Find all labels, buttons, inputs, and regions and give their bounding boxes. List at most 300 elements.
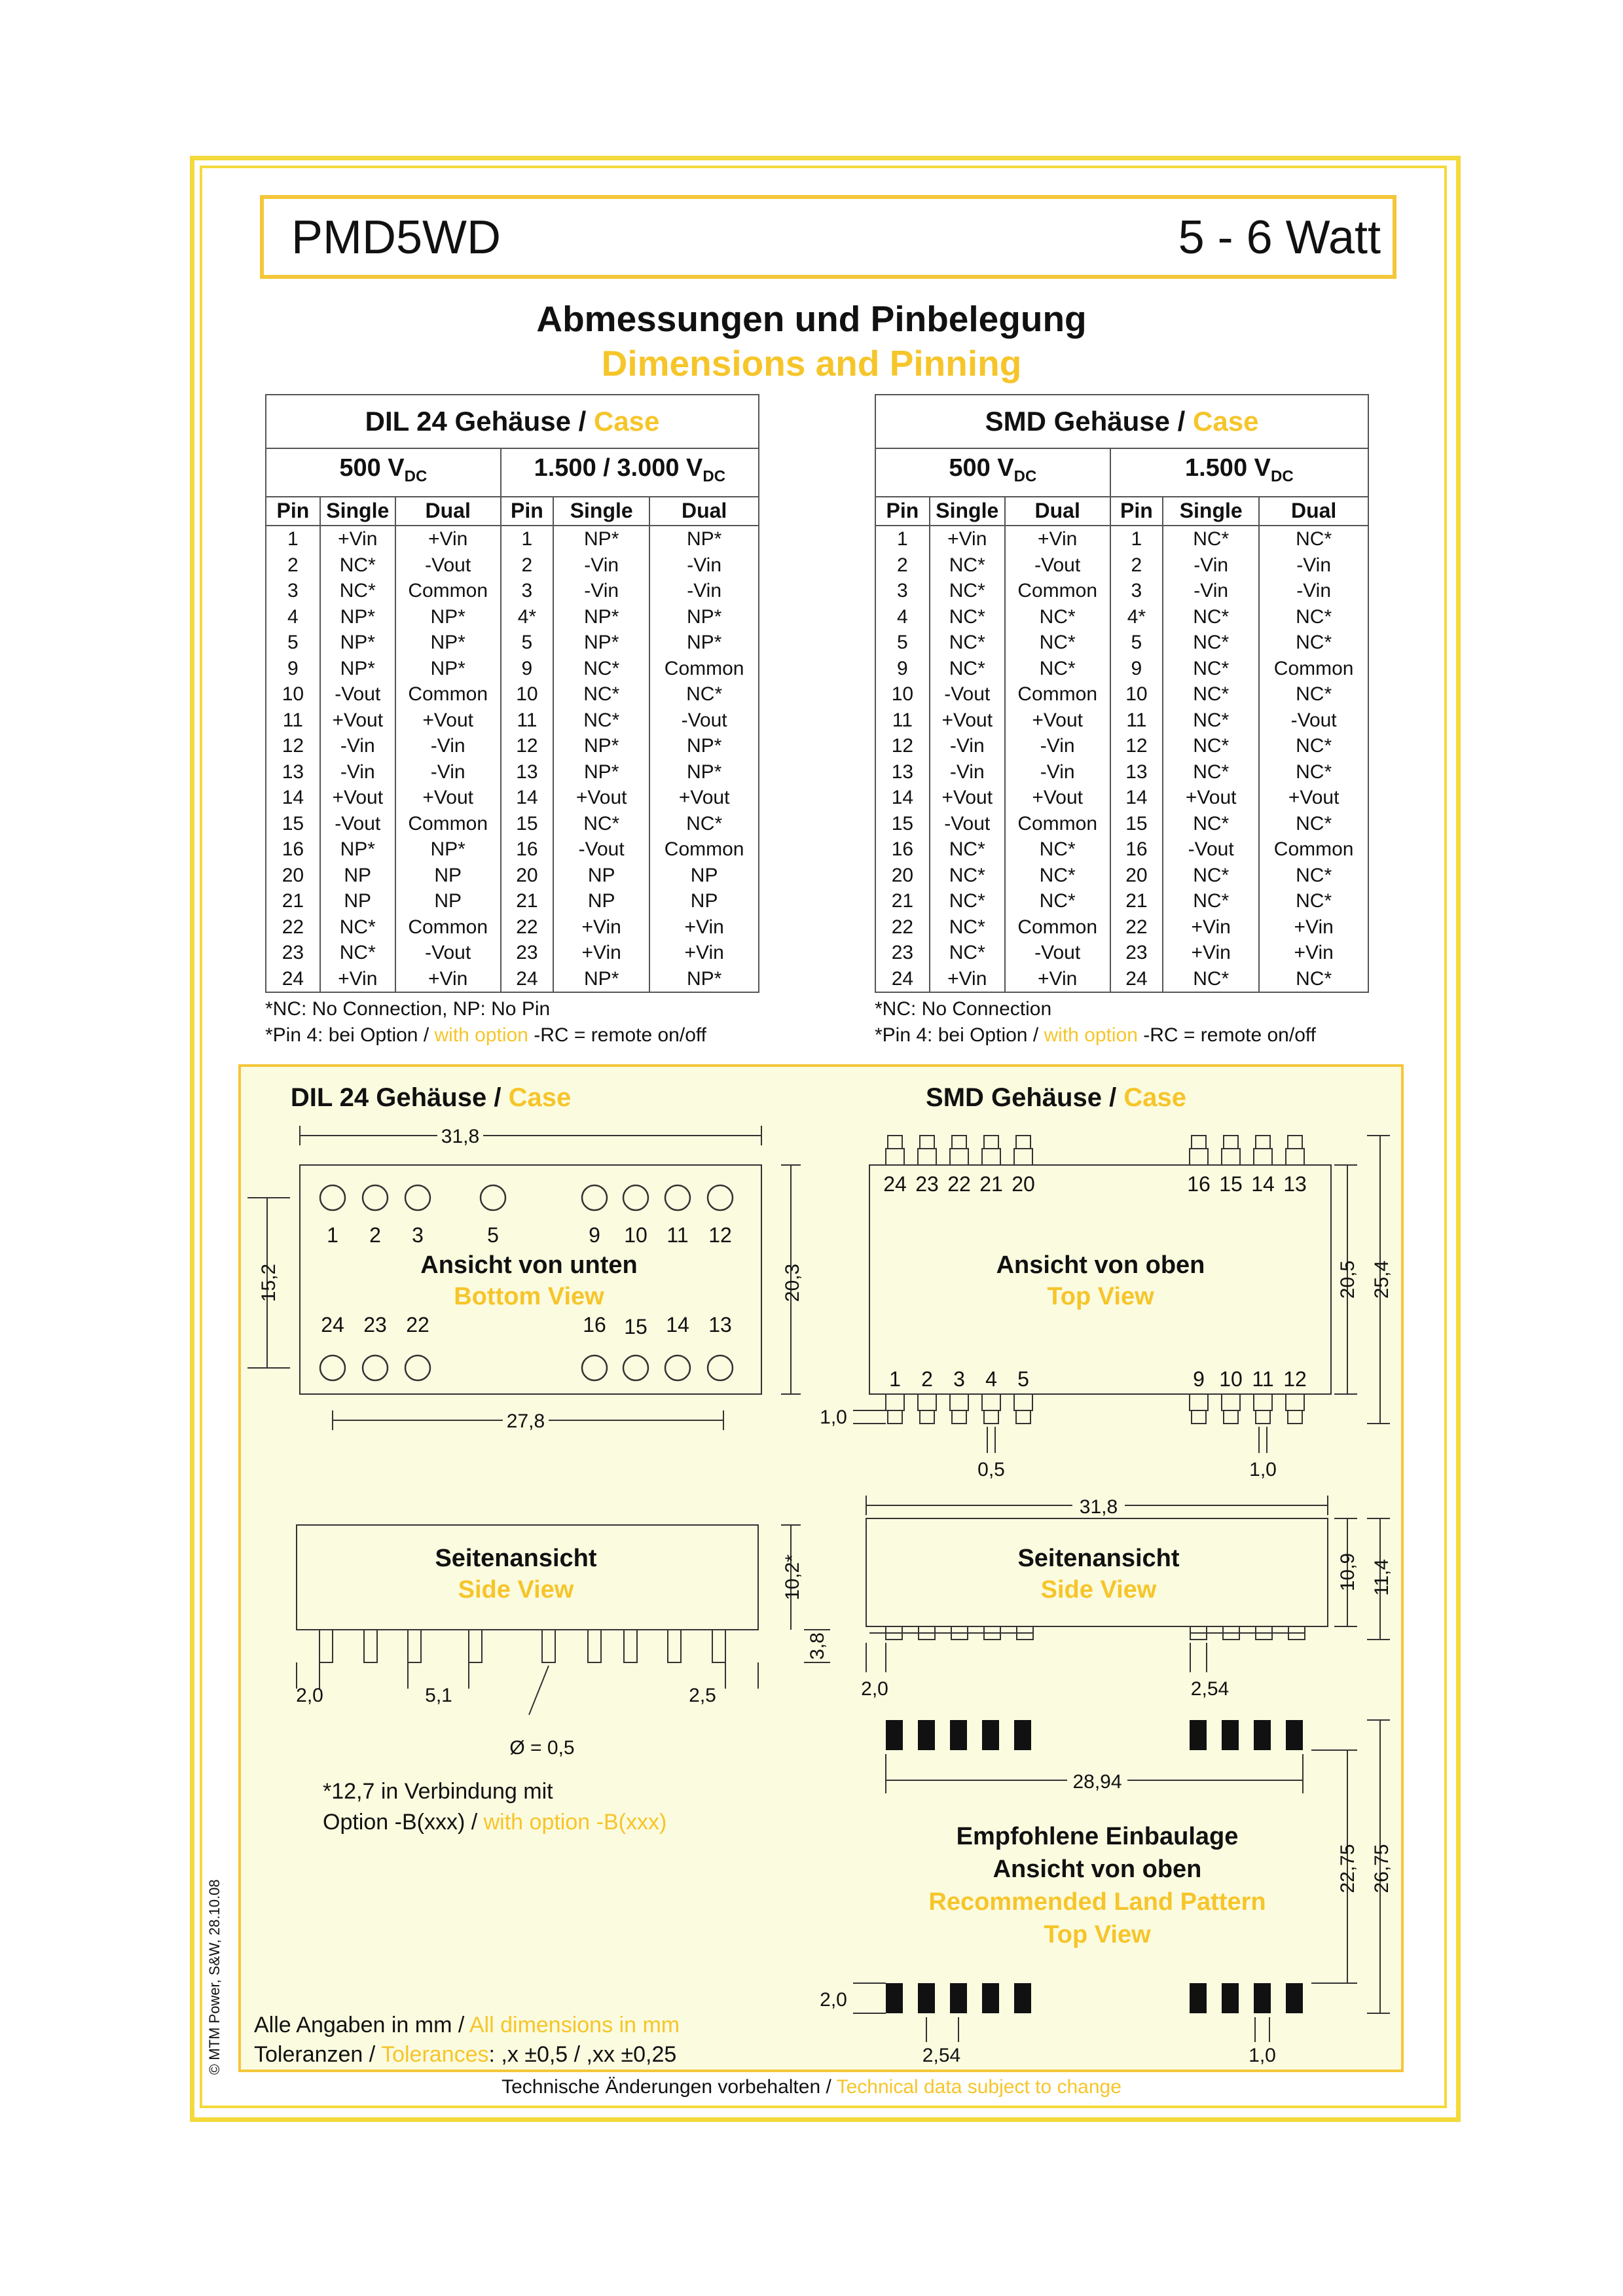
table-cell: -Vout bbox=[930, 811, 1005, 837]
table-row bbox=[875, 888, 1368, 914]
table-cell: Common bbox=[1259, 656, 1368, 682]
column-header: Pin bbox=[1110, 497, 1163, 526]
table-cell: -Vin bbox=[649, 578, 759, 604]
dil-side-height-dim: 10,2* bbox=[782, 1554, 803, 1601]
table-cell: 9 bbox=[501, 656, 553, 682]
table-cell: NC* bbox=[649, 681, 759, 708]
dil-pin-label: 16 bbox=[583, 1313, 606, 1336]
table-row bbox=[266, 863, 759, 889]
tolerance-note: Toleranzen / Tolerances: ,x ±0,5 / ,xx ±0,25 bbox=[254, 2042, 677, 2067]
table-cell: +Vout bbox=[1005, 785, 1110, 811]
table-cell: -Vin bbox=[320, 733, 395, 759]
table-cell: 13 bbox=[266, 759, 320, 785]
smd-side-view-en: Side View bbox=[1040, 1576, 1157, 1604]
table-cell: 20 bbox=[1110, 863, 1163, 889]
table-cell: +Vout bbox=[395, 708, 501, 734]
table-cell: NC* bbox=[1163, 863, 1259, 889]
smd-pin-gap-dim: 1,0 bbox=[820, 1407, 847, 1428]
table-row bbox=[875, 940, 1368, 966]
table-cell: -Vout bbox=[1259, 708, 1368, 734]
table-cell: NC* bbox=[1005, 836, 1110, 863]
column-header: Single bbox=[320, 497, 395, 526]
table-cell: NC* bbox=[1005, 888, 1110, 914]
dil-side-view-de: Seitenansicht bbox=[435, 1545, 597, 1572]
table-cell: NP bbox=[320, 888, 395, 914]
table-cell: -Vin bbox=[395, 733, 501, 759]
table-cell: 1 bbox=[501, 526, 553, 552]
table-cell: -Vout bbox=[1163, 836, 1259, 863]
dil-pin-label: 23 bbox=[363, 1313, 387, 1336]
table-cell: NP* bbox=[553, 526, 649, 552]
table-cell: +Vin bbox=[395, 966, 501, 993]
table-cell: NC* bbox=[930, 940, 1005, 966]
smd-pin-label: 11 bbox=[1252, 1367, 1274, 1391]
table-cell: 14 bbox=[501, 785, 553, 811]
smd-top-view bbox=[820, 1136, 1393, 1480]
table-cell: 10 bbox=[501, 681, 553, 708]
table-cell: -Vin bbox=[1259, 578, 1368, 604]
table-cell: +Vout bbox=[553, 785, 649, 811]
table-cell: 20 bbox=[266, 863, 320, 889]
column-header: Single bbox=[1163, 497, 1259, 526]
table-cell: NC* bbox=[1259, 863, 1368, 889]
table-cell: -Vin bbox=[1005, 759, 1110, 785]
table-cell: NC* bbox=[320, 914, 395, 941]
smd-height-outer-dim: 25,4 bbox=[1371, 1260, 1393, 1299]
smd-pin-width-dim: 0,5 bbox=[977, 1459, 1005, 1480]
table-row bbox=[875, 526, 1368, 552]
table-cell: NP* bbox=[553, 733, 649, 759]
table-cell: NC* bbox=[1163, 733, 1259, 759]
table-row bbox=[875, 966, 1368, 993]
table-cell: +Vout bbox=[320, 708, 395, 734]
table-cell: NC* bbox=[1005, 863, 1110, 889]
table-cell: NC* bbox=[553, 708, 649, 734]
dil-pin-label: 15 bbox=[624, 1315, 647, 1338]
smd-pin-label: 23 bbox=[915, 1172, 939, 1196]
table-cell: 23 bbox=[1110, 940, 1163, 966]
table-cell: Common bbox=[1005, 914, 1110, 941]
table-cell: 20 bbox=[875, 863, 930, 889]
dil-side-left-dim: 2,0 bbox=[296, 1685, 323, 1706]
land-pad-dim: 2,0 bbox=[820, 1989, 847, 2011]
table-cell: 1 bbox=[266, 526, 320, 552]
datasheet-header bbox=[260, 195, 1396, 279]
smd-note-1: *NC: No Connection bbox=[875, 998, 1052, 1020]
column-header: Pin bbox=[501, 497, 553, 526]
table-cell: NP bbox=[553, 863, 649, 889]
table-cell: +Vin bbox=[553, 914, 649, 941]
dil-pinspan-dim: 15,2 bbox=[258, 1263, 280, 1302]
table-cell: Common bbox=[395, 811, 501, 837]
table-cell: NP* bbox=[553, 604, 649, 630]
smd-table-title: SMD Gehäuse / Case bbox=[875, 395, 1368, 448]
table-cell: 5 bbox=[501, 630, 553, 656]
smd-note-2: *Pin 4: bei Option / with option -RC = remote on/off bbox=[875, 1024, 1317, 1046]
smd-group-1500: 1.500 $V_{DC}$ bbox=[1110, 448, 1368, 497]
table-cell: 9 bbox=[1110, 656, 1163, 682]
table-cell: +Vin bbox=[1259, 914, 1368, 941]
table-cell: 23 bbox=[266, 940, 320, 966]
table-cell: NP* bbox=[649, 759, 759, 785]
table-cell: NC* bbox=[1163, 656, 1259, 682]
table-cell: NP* bbox=[320, 630, 395, 656]
table-cell: NC* bbox=[1005, 656, 1110, 682]
table-cell: +Vin bbox=[1005, 526, 1110, 552]
table-row bbox=[266, 681, 759, 708]
units-note: Alle Angaben in mm / All dimensions in mm bbox=[254, 2013, 680, 2037]
table-cell: 11 bbox=[501, 708, 553, 734]
table-cell: NC* bbox=[553, 656, 649, 682]
dil-pin-label: 14 bbox=[666, 1313, 689, 1336]
table-cell: +Vin bbox=[930, 526, 1005, 552]
table-cell: Common bbox=[395, 578, 501, 604]
table-cell: -Vin bbox=[395, 759, 501, 785]
table-cell: 10 bbox=[266, 681, 320, 708]
dil-bottom-view-en: Bottom View bbox=[454, 1283, 604, 1310]
table-row bbox=[875, 708, 1368, 734]
table-cell: +Vin bbox=[320, 526, 395, 552]
table-cell: +Vout bbox=[1259, 785, 1368, 811]
table-row bbox=[266, 552, 759, 579]
table-cell: -Vin bbox=[930, 733, 1005, 759]
table-cell: 1 bbox=[875, 526, 930, 552]
table-cell: NC* bbox=[649, 811, 759, 837]
section-title-de: Abmessungen und Pinbelegung bbox=[536, 298, 1087, 339]
table-cell: 20 bbox=[501, 863, 553, 889]
table-cell: +Vin bbox=[1005, 966, 1110, 993]
table-cell: NC* bbox=[1259, 604, 1368, 630]
table-cell: NC* bbox=[1163, 526, 1259, 552]
table-cell: 15 bbox=[501, 811, 553, 837]
table-cell: +Vin bbox=[1163, 914, 1259, 941]
column-header: Single bbox=[930, 497, 1005, 526]
table-cell: NC* bbox=[320, 578, 395, 604]
table-cell: 11 bbox=[266, 708, 320, 734]
smd-pin-label: 24 bbox=[883, 1172, 907, 1196]
table-cell: NP* bbox=[553, 759, 649, 785]
table-row bbox=[266, 656, 759, 682]
table-cell: Common bbox=[395, 914, 501, 941]
table-cell: NP* bbox=[649, 733, 759, 759]
smd-pin-label: 4 bbox=[985, 1367, 997, 1391]
table-cell: NC* bbox=[320, 940, 395, 966]
table-cell: NC* bbox=[930, 888, 1005, 914]
table-row bbox=[266, 759, 759, 785]
table-cell: -Vin bbox=[1163, 552, 1259, 579]
dil-side-right-dim: 2,5 bbox=[689, 1685, 716, 1706]
table-cell: NP* bbox=[320, 604, 395, 630]
smd-pin-label: 21 bbox=[979, 1172, 1003, 1196]
table-row bbox=[266, 785, 759, 811]
table-cell: 4 bbox=[266, 604, 320, 630]
smd-pin-label: 10 bbox=[1219, 1367, 1243, 1391]
table-cell: +Vout bbox=[320, 785, 395, 811]
smd-pin-label: 1 bbox=[889, 1367, 901, 1391]
dil-rowspan-dim: 27,8 bbox=[506, 1410, 545, 1432]
table-cell: 24 bbox=[501, 966, 553, 993]
section-title-en: Dimensions and Pinning bbox=[601, 343, 1022, 384]
table-cell: NP* bbox=[395, 630, 501, 656]
table-cell: +Vout bbox=[1005, 708, 1110, 734]
table-cell: NC* bbox=[1259, 759, 1368, 785]
table-cell: -Vout bbox=[1005, 552, 1110, 579]
dil-pin-label: 9 bbox=[589, 1223, 600, 1247]
table-cell: Common bbox=[1005, 681, 1110, 708]
dil-width-dim: 31,8 bbox=[441, 1126, 480, 1147]
table-cell: NP bbox=[395, 863, 501, 889]
drawing-canvas bbox=[241, 1067, 1401, 2070]
table-cell: 4* bbox=[501, 604, 553, 630]
table-row bbox=[875, 604, 1368, 630]
table-cell: NC* bbox=[1259, 526, 1368, 552]
dil-pin-label: 11 bbox=[666, 1223, 689, 1247]
column-header: Single bbox=[553, 497, 649, 526]
model-name: PMD5WD bbox=[291, 211, 501, 264]
smd-pin-label: 20 bbox=[1012, 1172, 1035, 1196]
table-cell: 15 bbox=[875, 811, 930, 837]
table-cell: NC* bbox=[930, 836, 1005, 863]
smd-side-view bbox=[861, 1494, 1393, 1700]
table-cell: NP bbox=[553, 888, 649, 914]
table-cell: 10 bbox=[875, 681, 930, 708]
land-title-de-1: Empfohlene Einbaulage bbox=[956, 1823, 1239, 1850]
table-cell: NC* bbox=[1163, 759, 1259, 785]
table-cell: Common bbox=[395, 681, 501, 708]
table-row bbox=[875, 733, 1368, 759]
table-cell: 5 bbox=[266, 630, 320, 656]
table-cell: 12 bbox=[875, 733, 930, 759]
smd-pin-label: 15 bbox=[1219, 1172, 1243, 1196]
table-cell: +Vin bbox=[649, 914, 759, 941]
table-cell: NC* bbox=[930, 552, 1005, 579]
dil-table-header bbox=[266, 497, 759, 526]
smd-side-view-de: Seitenansicht bbox=[1017, 1545, 1180, 1572]
dil-pin-diameter: Ø = 0,5 bbox=[509, 1737, 575, 1759]
smd-height-inner-dim: 20,5 bbox=[1337, 1260, 1359, 1299]
table-row bbox=[875, 759, 1368, 785]
table-cell: -Vin bbox=[320, 759, 395, 785]
table-cell: 23 bbox=[501, 940, 553, 966]
table-cell: 9 bbox=[875, 656, 930, 682]
table-cell: 2 bbox=[1110, 552, 1163, 579]
table-cell: -Vin bbox=[553, 578, 649, 604]
table-cell: -Vout bbox=[395, 940, 501, 966]
table-row bbox=[266, 940, 759, 966]
table-cell: NC* bbox=[1163, 708, 1259, 734]
table-cell: NP* bbox=[320, 836, 395, 863]
smd-pin-label: 16 bbox=[1187, 1172, 1211, 1196]
table-row bbox=[266, 526, 759, 552]
smd-side-height-inner-dim: 10,9 bbox=[1337, 1552, 1359, 1592]
table-cell: -Vout bbox=[553, 836, 649, 863]
smd-table-header bbox=[875, 497, 1368, 526]
table-cell: 22 bbox=[1110, 914, 1163, 941]
dil-height-dim: 20,3 bbox=[782, 1263, 803, 1302]
dil-pin-label: 22 bbox=[406, 1313, 429, 1336]
dil-pin-label: 5 bbox=[487, 1223, 499, 1247]
table-cell: 2 bbox=[501, 552, 553, 579]
land-span-dim: 28,94 bbox=[1072, 1771, 1122, 1793]
smd-pin-label: 14 bbox=[1251, 1172, 1275, 1196]
table-cell: 4 bbox=[875, 604, 930, 630]
table-cell: NP* bbox=[395, 836, 501, 863]
table-cell: -Vout bbox=[1005, 940, 1110, 966]
smd-pin-label: 2 bbox=[921, 1367, 933, 1391]
table-cell: 12 bbox=[501, 733, 553, 759]
dil-pin-label: 13 bbox=[708, 1313, 732, 1336]
smd-pin-pitch-dim: 1,0 bbox=[1249, 1459, 1277, 1480]
smd-group-500: 500 $V_{DC}$ bbox=[875, 448, 1110, 497]
dil-pin-label: 10 bbox=[624, 1223, 647, 1247]
dil-side-view-en: Side View bbox=[458, 1576, 574, 1604]
table-cell: NP* bbox=[649, 604, 759, 630]
table-cell: -Vin bbox=[1163, 578, 1259, 604]
table-row bbox=[266, 966, 759, 993]
table-cell: 3 bbox=[1110, 578, 1163, 604]
table-cell: NC* bbox=[1259, 966, 1368, 993]
table-cell: NC* bbox=[930, 863, 1005, 889]
table-cell: NC* bbox=[930, 604, 1005, 630]
table-cell: NC* bbox=[1259, 811, 1368, 837]
table-cell: NP bbox=[395, 888, 501, 914]
table-cell: -Vin bbox=[1259, 552, 1368, 579]
column-header: Pin bbox=[266, 497, 320, 526]
dil-side-pitch-dim: 5,1 bbox=[425, 1685, 452, 1706]
dil-pin-label: 2 bbox=[369, 1223, 381, 1247]
table-cell: 24 bbox=[1110, 966, 1163, 993]
table-cell: NC* bbox=[553, 811, 649, 837]
table-cell: -Vout bbox=[395, 552, 501, 579]
table-row bbox=[875, 656, 1368, 682]
dil-note-2: *Pin 4: bei Option / with option -RC = remote on/off bbox=[265, 1024, 707, 1046]
table-cell: Common bbox=[1005, 811, 1110, 837]
table-cell: 23 bbox=[875, 940, 930, 966]
smd-side-height-outer-dim: 11,4 bbox=[1371, 1558, 1393, 1596]
table-cell: -Vout bbox=[930, 681, 1005, 708]
table-cell: -Vin bbox=[649, 552, 759, 579]
table-cell: 14 bbox=[875, 785, 930, 811]
table-cell: NP bbox=[320, 863, 395, 889]
dil-pin-label: 1 bbox=[327, 1223, 338, 1247]
table-cell: 21 bbox=[266, 888, 320, 914]
table-cell: -Vin bbox=[930, 759, 1005, 785]
table-cell: NC* bbox=[930, 630, 1005, 656]
table-row bbox=[875, 811, 1368, 837]
table-cell: 12 bbox=[266, 733, 320, 759]
table-row bbox=[875, 836, 1368, 863]
table-cell: 21 bbox=[875, 888, 930, 914]
table-cell: +Vout bbox=[930, 708, 1005, 734]
table-cell: 22 bbox=[875, 914, 930, 941]
smd-side-left-dim: 2,0 bbox=[861, 1678, 888, 1700]
power-rating: 5 - 6 Watt bbox=[1178, 211, 1381, 264]
table-cell: 3 bbox=[875, 578, 930, 604]
smd-pin-label: 12 bbox=[1283, 1367, 1307, 1391]
land-pattern-dims bbox=[820, 1720, 1393, 2066]
column-header: Dual bbox=[1005, 497, 1110, 526]
dil-note-1: *NC: No Connection, NP: No Pin bbox=[265, 998, 551, 1020]
table-row bbox=[266, 811, 759, 837]
table-cell: Common bbox=[649, 656, 759, 682]
table-cell: 4* bbox=[1110, 604, 1163, 630]
table-cell: 1 bbox=[1110, 526, 1163, 552]
column-header: Dual bbox=[649, 497, 759, 526]
table-cell: 2 bbox=[266, 552, 320, 579]
table-cell: Common bbox=[1005, 578, 1110, 604]
table-row bbox=[266, 733, 759, 759]
table-row bbox=[266, 836, 759, 863]
table-cell: Common bbox=[1259, 836, 1368, 863]
table-cell: NP* bbox=[395, 656, 501, 682]
table-cell: NC* bbox=[1005, 604, 1110, 630]
table-row bbox=[875, 681, 1368, 708]
dil-bottom-view-de: Ansicht von unten bbox=[420, 1251, 638, 1279]
table-cell: +Vout bbox=[395, 785, 501, 811]
table-row bbox=[875, 914, 1368, 941]
smd-drawing-title: SMD Gehäuse / Case bbox=[926, 1083, 1186, 1112]
smd-pin-label: 22 bbox=[947, 1172, 971, 1196]
smd-pin-label: 3 bbox=[953, 1367, 965, 1391]
table-row bbox=[875, 630, 1368, 656]
table-cell: 3 bbox=[501, 578, 553, 604]
smd-top-view-en: Top View bbox=[1047, 1283, 1154, 1310]
table-cell: 11 bbox=[875, 708, 930, 734]
table-cell: +Vin bbox=[1259, 940, 1368, 966]
smd-side-width-dim: 31,8 bbox=[1079, 1496, 1118, 1518]
dil-pin-label: 3 bbox=[412, 1223, 424, 1247]
table-cell: Common bbox=[649, 836, 759, 863]
table-cell: NC* bbox=[1163, 604, 1259, 630]
land-gap-dim: 1,0 bbox=[1249, 2045, 1276, 2066]
table-cell: 13 bbox=[1110, 759, 1163, 785]
land-title-de-2: Ansicht von oben bbox=[993, 1856, 1202, 1883]
table-cell: NC* bbox=[930, 578, 1005, 604]
table-cell: 12 bbox=[1110, 733, 1163, 759]
table-cell: +Vin bbox=[553, 940, 649, 966]
table-row bbox=[266, 708, 759, 734]
dil-drawing-title: DIL 24 Gehäuse / Case bbox=[290, 1083, 572, 1112]
smd-top-view-de: Ansicht von oben bbox=[996, 1251, 1205, 1279]
table-cell: NC* bbox=[1259, 888, 1368, 914]
table-cell: NC* bbox=[1259, 681, 1368, 708]
table-cell: NC* bbox=[930, 656, 1005, 682]
table-cell: 5 bbox=[875, 630, 930, 656]
table-cell: 10 bbox=[1110, 681, 1163, 708]
table-row bbox=[266, 914, 759, 941]
table-cell: 15 bbox=[1110, 811, 1163, 837]
table-cell: NC* bbox=[930, 914, 1005, 941]
table-cell: NC* bbox=[1163, 630, 1259, 656]
table-cell: -Vout bbox=[649, 708, 759, 734]
table-cell: NC* bbox=[1005, 630, 1110, 656]
table-cell: 5 bbox=[1110, 630, 1163, 656]
table-cell: -Vin bbox=[553, 552, 649, 579]
dimension-drawings bbox=[238, 1064, 1404, 2072]
table-cell: 21 bbox=[501, 888, 553, 914]
table-cell: NP* bbox=[553, 630, 649, 656]
table-cell: 9 bbox=[266, 656, 320, 682]
table-cell: 13 bbox=[501, 759, 553, 785]
column-header: Pin bbox=[875, 497, 930, 526]
table-row bbox=[266, 888, 759, 914]
table-cell: 21 bbox=[1110, 888, 1163, 914]
table-row bbox=[875, 785, 1368, 811]
smd-pin-label: 9 bbox=[1193, 1367, 1205, 1391]
table-cell: +Vin bbox=[320, 966, 395, 993]
table-cell: NP* bbox=[649, 526, 759, 552]
table-cell: +Vin bbox=[395, 526, 501, 552]
